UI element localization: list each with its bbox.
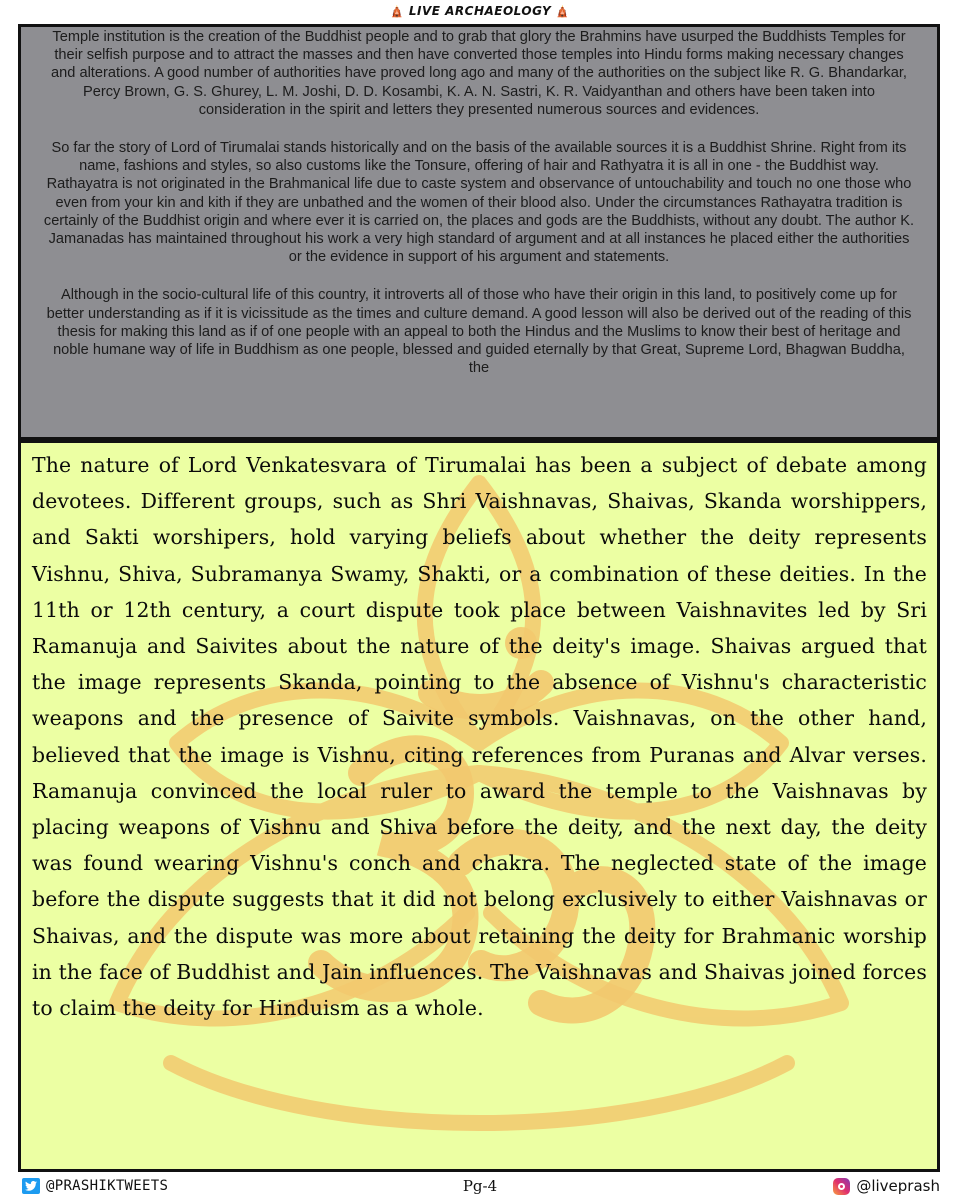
page-number: Pg-4 xyxy=(462,1177,498,1195)
twitter-icon xyxy=(22,1178,40,1194)
page-footer xyxy=(0,1172,960,1200)
instagram-handle: @liveprash xyxy=(856,1177,940,1195)
twitter-credit[interactable] xyxy=(22,1172,168,1200)
instagram-credit[interactable] xyxy=(833,1172,940,1200)
twitter-handle: @PRASHIKTWEETS xyxy=(46,1178,169,1194)
header-title: LIVE ARCHAEOLOGY xyxy=(408,4,552,18)
summary-box xyxy=(18,440,940,1172)
excerpt-paragraph-1: Temple institution is the creation of the Buddhist people and to grab that glory the Brahmins have usurped the Buddhists Temples for their selfish purpose and to attract the masses and then have converted those temples into Hindu forms making necessary changes and alterations. A good number of authorities have proved long ago and many of the authorities on the subject like R. G. Bhandarkar, Percy Brown, G. S. Ghurey, L. M. Joshi, D. D. Kosambi, K. A. N. Sastri, K. R. Vaidyanthan and others have been taken into consideration in the spirit and letters they presented numerous sources and evidences. xyxy=(51,29,907,118)
quoted-excerpt-box xyxy=(18,24,940,440)
lamp-icon-left: 🛕 xyxy=(389,5,405,18)
summary-text: The nature of Lord Venkatesvara of Tirumalai has been a subject of debate among devotees. Different groups, such as Shri Vaishnavas, Shaivas, Skanda worshippers, and Sakti worshipers, hold varying beliefs about whether the deity represents Vishnu, Shiva, Subramanya Swamy, Shakti, or a combination of these deities. In the 11th or 12th century, a court dispute took place between Vaishnavites led by Sri Ramanuja and Saivites about the nature of the deity's image. Shaivas argued that the image represents Skanda, pointing to the absence of Vishnu's characteristic weapons and the presence of Saivite symbols. Vaishnavas, on the other hand, believed that the image is Vishnu, citing references from Puranas and Alvar verses. Ramanuja convinced the local ruler to award the temple to the Vaishnavas by placing weapons of Vishnu and Shiva before the deity, and the next day, the deity was found wearing Vishnu's conch and chakra. The neglected state of the image before the dispute suggests that it did not belong exclusively to either Vaishnavas or Shaivas, and the dispute was more about retaining the deity for Brahmanic worship in the face of Buddhist and Jain influences. The Vaishnavas and Shaivas joined forces to claim the deity for Hinduism as a whole. xyxy=(32,453,927,1021)
page-header xyxy=(0,0,960,22)
instagram-icon xyxy=(833,1178,850,1195)
lamp-icon-right: 🛕 xyxy=(555,5,571,18)
excerpt-paragraph-2: So far the story of Lord of Tirumalai stands historically and on the basis of the available sources it is a Buddhist Shrine. Right from its name, fashions and styles, so also customs like the Tonsure, offering of hair and Rathyatra it is all in one - the Buddhist way. Rathayatra is not originated in the Brahmanical life due to caste system and observance of untouchability and touch no one those who even from your kin and kith if they are unbathed and the women of their blood also. Under the circumstances Rathayatra tradition is certainly of the Buddhist origin and where ever it is carried on, the places and gods are the Buddhists, without any doubt. The author K. Jamanadas has maintained throughout his work a very high standard of argument and at all instances he placed either the authorities or the evidence in support of his argument and statements. xyxy=(43,140,915,266)
excerpt-paragraph-3: Although in the socio-cultural life of this country, it introverts all of those who have their origin in this land, to positively come up for better understanding as if it is vicissitude as the times and culture demand. A good lesson will also be derived out of the reading of this thesis for making this land as if of one people with an appeal to both the Hindus and the Muslims to know their best of heritage and noble humane way of life in Buddhism as one people, blessed and guided eternally by that Great, Supreme Lord, Bhagwan Buddha, the xyxy=(46,287,912,377)
